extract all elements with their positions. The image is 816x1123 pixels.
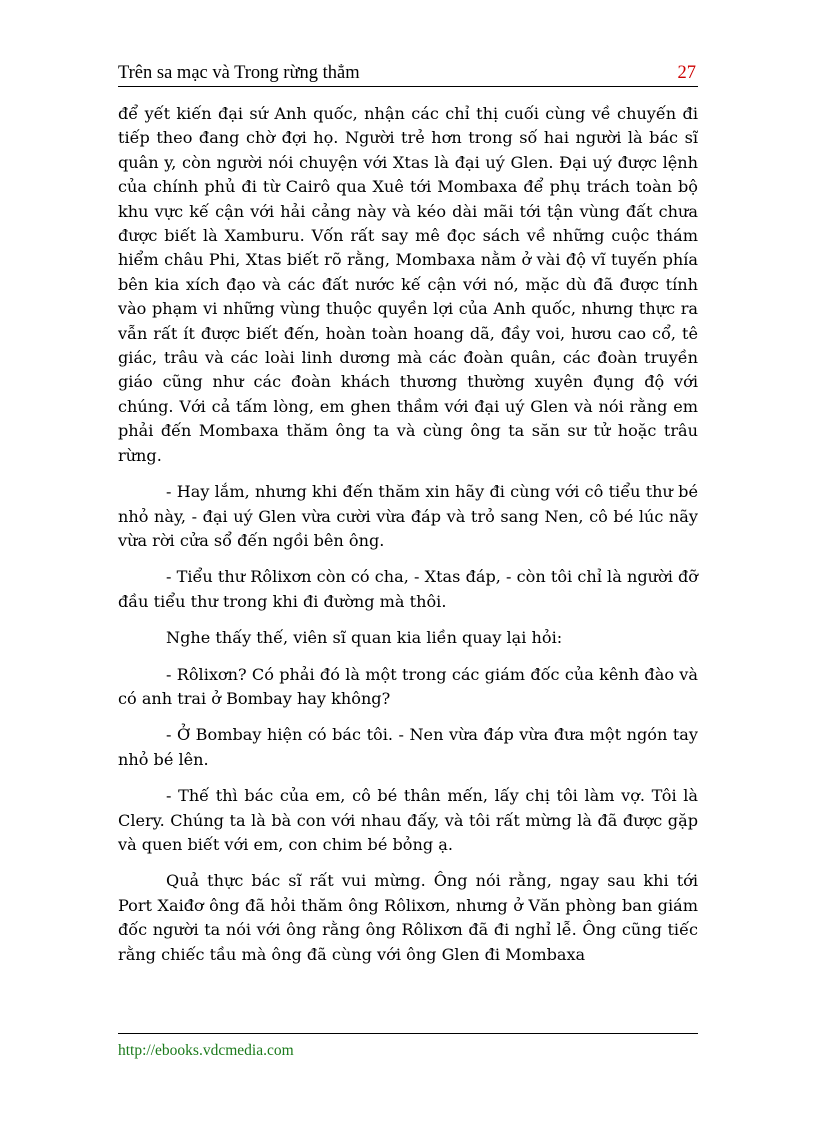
book-title: Trên sa mạc và Trong rừng thẳm xyxy=(118,63,360,83)
paragraph: - Hay lắm, nhưng khi đến thăm xin hãy đi cùng với cô tiểu thư bé nhỏ này, - đại uý Glen vừa cười vừa đáp và trỏ sang Nen, cô bé lúc nãy vừa rời cửa sổ đến ngồi bên ông. xyxy=(118,482,698,550)
paragraph: Nghe thấy thế, viên sĩ quan kia liền quay lại hỏi: xyxy=(166,628,563,648)
page-number: 27 xyxy=(677,63,696,83)
book-page xyxy=(118,0,698,1123)
page-body xyxy=(118,102,698,979)
running-header xyxy=(118,60,698,87)
footer-divider xyxy=(118,1033,698,1034)
paragraph: - Tiểu thư Rôlixơn còn có cha, - Xtas đáp, - còn tôi chỉ là người đỡ đầu tiểu thư trong khi đi đường mà thôi. xyxy=(118,567,698,611)
paragraph: - Thế thì bác của em, cô bé thân mến, lấy chị tôi làm vợ. Tôi là Clery. Chúng ta là bà con với nhau đấy, và tôi rất mừng là đã được gặp và quen biết với em, con chim bé bỏng ạ. xyxy=(118,786,698,854)
paragraph: - Rôlixơn? Có phải đó là một trong các giám đốc của kênh đào và có anh trai ở Bombay hay không? xyxy=(118,664,698,708)
paragraph: - Ở Bombay hiện có bác tôi. - Nen vừa đáp vừa đưa một ngón tay nhỏ bé lên. xyxy=(118,725,698,769)
footer-link[interactable]: http://ebooks.vdcmedia.com xyxy=(118,1042,294,1059)
paragraph: để yết kiến đại sứ Anh quốc, nhận các chỉ thị cuối cùng về chuyến đi tiếp theo đang chờ đợi họ. Người trẻ hơn trong số hai người là bác sĩ quân y, còn người nói chuyện với Xtas là đại uý Glen. Đại uý được lệnh của chính phủ đi từ Cairô qua Xuê tới Mombaxa để phụ trách toàn bộ khu vực kế cận với hải cảng này và kéo dài mãi tới tận vùng đất chưa được biết là Xamburu. Vốn rất say mê đọc sách về những cuộc thám hiểm châu Phi, Xtas biết rõ rằng, Mombaxa nằm ở vài độ vĩ tuyến phía bên kia xích đạo và các đất nước kế cận với nó, mặc dù đã được tính vào phạm vi những vùng thuộc quyền lợi của Anh quốc, nhưng thực ra vẫn rất ít được biết đến, hoàn toàn hoang dã, đầy voi, hươu cao cổ, tê giác, trâu và các loài linh dương mà các đoàn quân, các đoàn truyền giáo cũng như các đoàn khách thương thường xuyên đụng độ với chúng. Với cả tấm lòng, em ghen thầm với đại uý Glen và nói rằng em phải đến Mombaxa thăm ông ta và cùng ông ta săn sư tử hoặc trâu rừng. xyxy=(118,104,698,465)
paragraph: Quả thực bác sĩ rất vui mừng. Ông nói rằng, ngay sau khi tới Port Xaiđơ ông đã hỏi thăm ông Rôlixơn, nhưng ở Văn phòng ban giám đốc người ta nói với ông rằng ông Rôlixơn đã đi nghỉ lễ. Ông cũng tiếc rằng chiếc tầu mà ông đã cùng với ông Glen đi Mombaxa xyxy=(118,871,698,964)
